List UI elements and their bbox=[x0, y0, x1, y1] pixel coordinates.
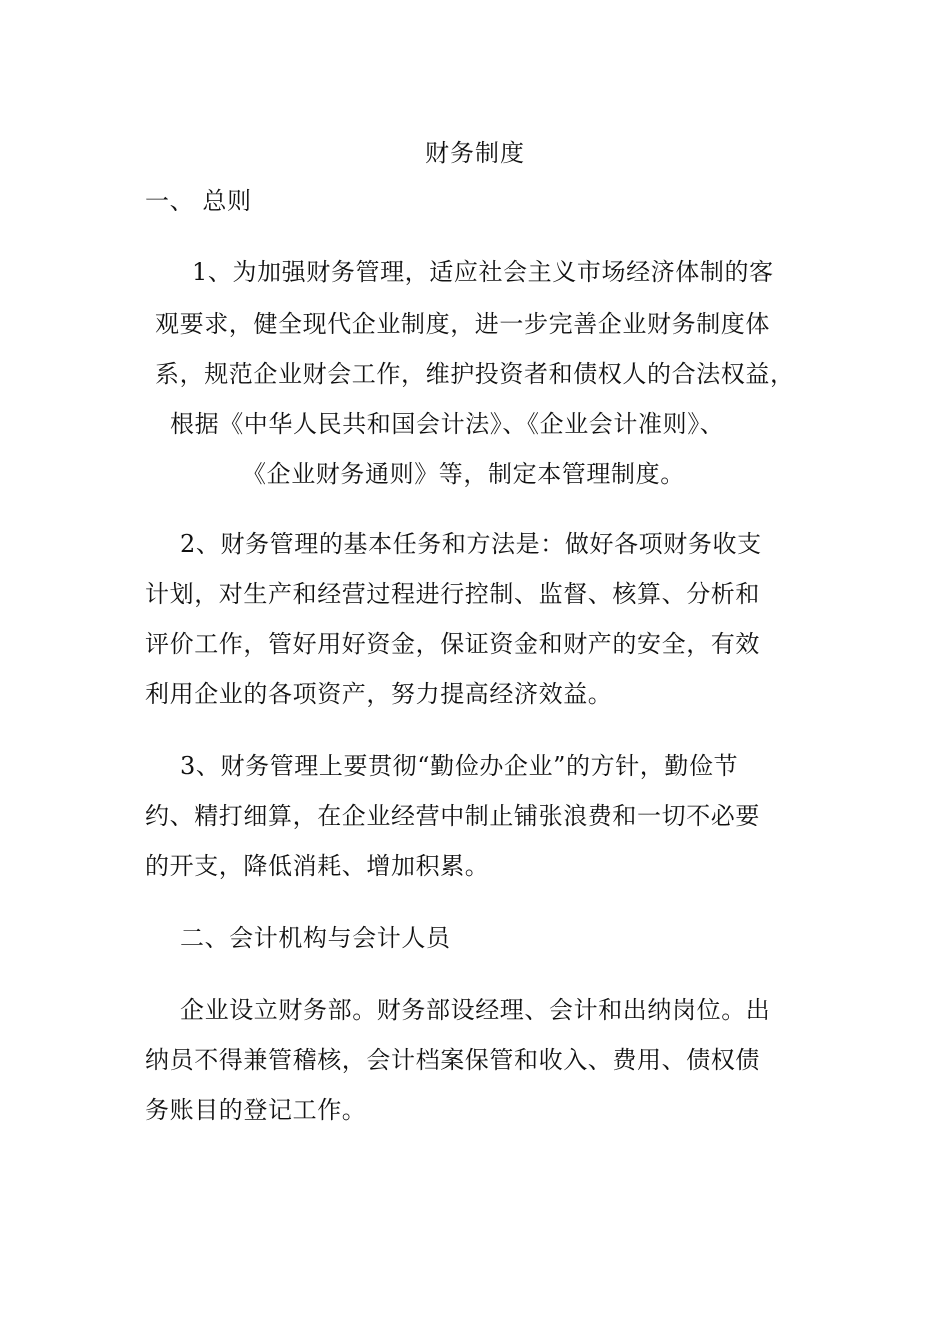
paragraph-2-line-1: 2、财务管理的基本任务和方法是：做好各项财务收支 bbox=[180, 530, 762, 558]
paragraph-4-line-2: 纳员不得兼管稽核，会计档案保管和收入、费用、债权债 bbox=[145, 1046, 760, 1074]
paragraph-4-line-1: 企业设立财务部。财务部设经理、会计和出纳岗位。出 bbox=[180, 996, 771, 1024]
paragraph-3-line-1: 3、财务管理上要贯彻“勤俭办企业”的方针，勤俭节 bbox=[180, 752, 739, 780]
paragraph-2-line-2: 计划，对生产和经营过程进行控制、监督、核算、分析和 bbox=[145, 580, 760, 608]
paragraph-1-line-2: 观要求，健全现代企业制度，进一步完善企业财务制度体 bbox=[155, 310, 770, 338]
paragraph-2-line-4: 利用企业的各项资产，努力提高经济效益。 bbox=[145, 680, 613, 708]
section-heading-accounting: 二、会计机构与会计人员 bbox=[180, 924, 451, 952]
paragraph-3-line-3: 的开支，降低消耗、增加积累。 bbox=[145, 852, 490, 880]
paragraph-1-line-1: 1、为加强财务管理，适应社会主义市场经济体制的客 bbox=[192, 258, 774, 286]
paragraph-4-line-3: 务账目的登记工作。 bbox=[145, 1096, 367, 1124]
section-heading-general: 一、 总则 bbox=[145, 187, 252, 215]
paragraph-1-line-4: 根据《中华人民共和国会计法》、《企业会计准则》、 bbox=[170, 410, 725, 438]
paragraph-2-line-3: 评价工作，管好用好资金，保证资金和财产的安全，有效 bbox=[145, 630, 760, 658]
paragraph-1-line-5: 《企业财务通则》等，制定本管理制度。 bbox=[242, 460, 685, 488]
document-title: 财务制度 bbox=[425, 139, 525, 167]
paragraph-3-line-2: 约、精打细算，在企业经营中制止铺张浪费和一切不必要 bbox=[145, 802, 760, 830]
paragraph-1-line-3: 系，规范企业财会工作，维护投资者和债权人的合法权益， bbox=[155, 360, 795, 388]
